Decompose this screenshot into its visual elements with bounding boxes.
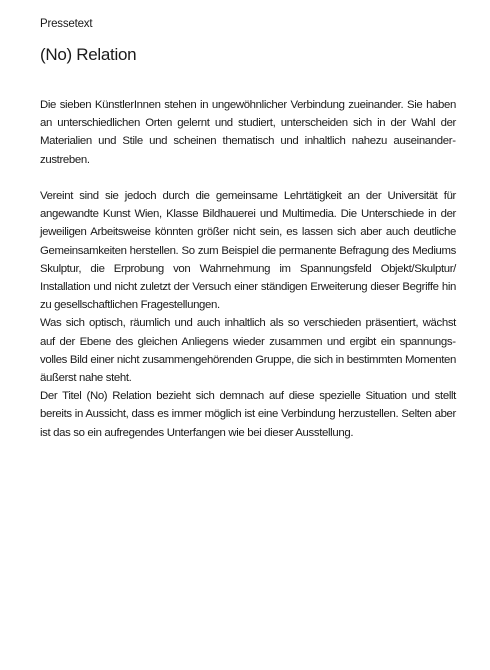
paragraph-spacer xyxy=(40,169,456,187)
body-paragraph: Der Titel (No) Relation bezieht sich demnach auf diese spezielle Situation und stellt bereits in Aussicht, dass es immer möglich ist eine Verbindung herzustellen. Selten aber ist das so ein aufregendes Unterfangen wie bei dieser Ausstellung. xyxy=(40,390,456,439)
body-paragraph: Vereint sind sie jedoch durch die gemeinsame Lehrtätigkeit an der Universität für angewandte Kunst Wien, Klasse Bildhauerei und Multimedia. Die Unterschiede in der jeweiligen Arbeitsweise könnten größer nicht sein, es lassen sich aber auch deutliche Gemeinsamkeiten herstellen. So zum Beispiel die permanente Befragung des Mediums Skulptur, die Erprobung von Wahrnehmung im Spannungsfeld Objekt/Skulptur/ Installation und nicht zuletzt der Versuch einer ständigen Erweiterung dieser Begriffe hin zu gesellschaftlichen Fragestellungen. xyxy=(40,190,456,312)
body-paragraph: Was sich optisch, räumlich und auch inhaltlich als so verschieden präsentiert, wächst auf der Ebene des gleichen Anliegens wieder zusammen und ergibt ein spannungsvolles Bild einer nicht zusammengehörenden Gruppe, die sich in bestimmten Momenten äußerst nahe steht. xyxy=(40,317,456,385)
body-paragraph: Die sieben KünstlerInnen stehen in ungewöhnlicher Verbindung zueinander. Sie haben an unterschiedlichen Orten gelernt und studiert, unterscheiden sich in der Wahl der Materialien und Stile und scheinen thematisch und inhaltlich nahezu auseinanderzustreben. xyxy=(40,99,456,166)
document-title: (No) Relation xyxy=(40,45,137,64)
document-body xyxy=(40,96,456,442)
document-label: Pressetext xyxy=(40,18,93,30)
